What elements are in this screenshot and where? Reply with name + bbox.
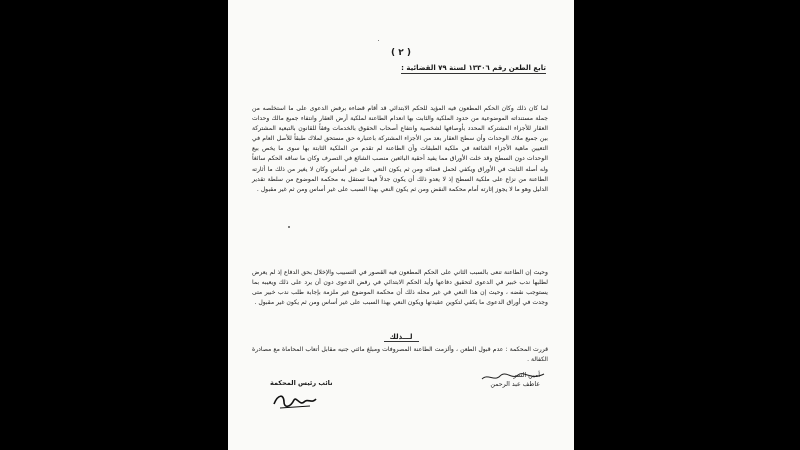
decision-paragraph: قررت المحكمة : عدم قبول الطعن ، وألزمت الطاعنة المصروفات ومبلغ مائتي جنيه مقابل أتعاب المحاماة مع مصادرة الكفالة .	[252, 346, 548, 363]
secretary-signature	[478, 370, 548, 384]
judge-label: نائب رئيس المحكمة	[270, 379, 333, 387]
judge-signature	[270, 388, 320, 412]
case-reference: تابع الطعن رقم ١٣٣٠٦ لسنة ٧٩ القضائية :	[401, 64, 546, 72]
page-number: ( ٢ )	[391, 48, 411, 58]
secretary-label: أمين السر	[513, 372, 540, 379]
scan-speck	[288, 226, 290, 228]
secretary-name: عاطف عبد الرحمن	[490, 381, 540, 388]
scan-speck	[378, 40, 379, 41]
section-separator	[228, 333, 574, 341]
separator-label: لـــذلك	[384, 333, 419, 342]
paragraph-1: لما كان ذلك وكان الحكم المطعون فيه المؤيد للحكم الابتدائي قد أقام قضاءه برفض الدعوى على ما استخلصه من جملة مستنداته الموضوعية من حدود الملكية والثابت بها انعدام الطاعنة لملكية أرض العقار وانتفاء جميع مالك وحدات العقار للأجزاء المشتركة المحدد بأوصافها لشخصية وانتفاع أصحاب الحقوق بالخدمات وفقاً للقانون بالتبعية المشتركة بين جميع ملاك الوحدات وأن سطح العقار بعد من الأجزاء المشتركة باعتباره حق مستحق لملاك طبقاً للأصل العام في التعيين ماهية الأجزاء الشائعة في ملكية الطبقات وأن الطاعنة لم تقدم من الملكية الثابتة بها سوى ما يخص بيع الوحدات دون السطح وقد خلت الأوراق مما يفيد أحقية البائعين منصب الشائع في التصرف وكان ما ساقه الحكم سائغاً وله أصله الثابت في الأوراق ويكفي لحمل قضائه ومن ثم يكون النعي على غير أساس وكان لا يغير من ذلك ما أثارته الطاعنة من نزاع على ملكية السطح إذ لا يعدو ذلك أن يكون جدلاً فيما تستقل به محكمة الموضوع من سلطة تقدير الدليل وهو ما لا يجوز إثارته أمام محكمة النقض ومن ثم يكون النعي بهذا السبب على غير أساس ومن ثم غير مقبول .	[252, 105, 548, 193]
paragraph-2: وحيث إن الطاعنة تنعى بالسبب الثاني على الحكم المطعون فيه القصور في التسبيب والإخلال بحق الدفاع إذ لم يعرض لطلبها ندب خبير في الدعوى لتحقيق دفاعها وأيد الحكم الابتدائي في رفض الدعوى دون أن يرد على ذلك ويعيبه بما يستوجب نقضه ، وحيث إن هذا النعي في غير محله ذلك أن محكمة الموضوع غير ملزمة بإجابة طلب ندب خبير متى وجدت في أوراق الدعوى ما يكفي لتكوين عقيدتها ويكون النعي بهذا السبب على غير أساس ومن ثم يكون غير مقبول .	[252, 269, 548, 307]
document-page	[228, 0, 574, 450]
